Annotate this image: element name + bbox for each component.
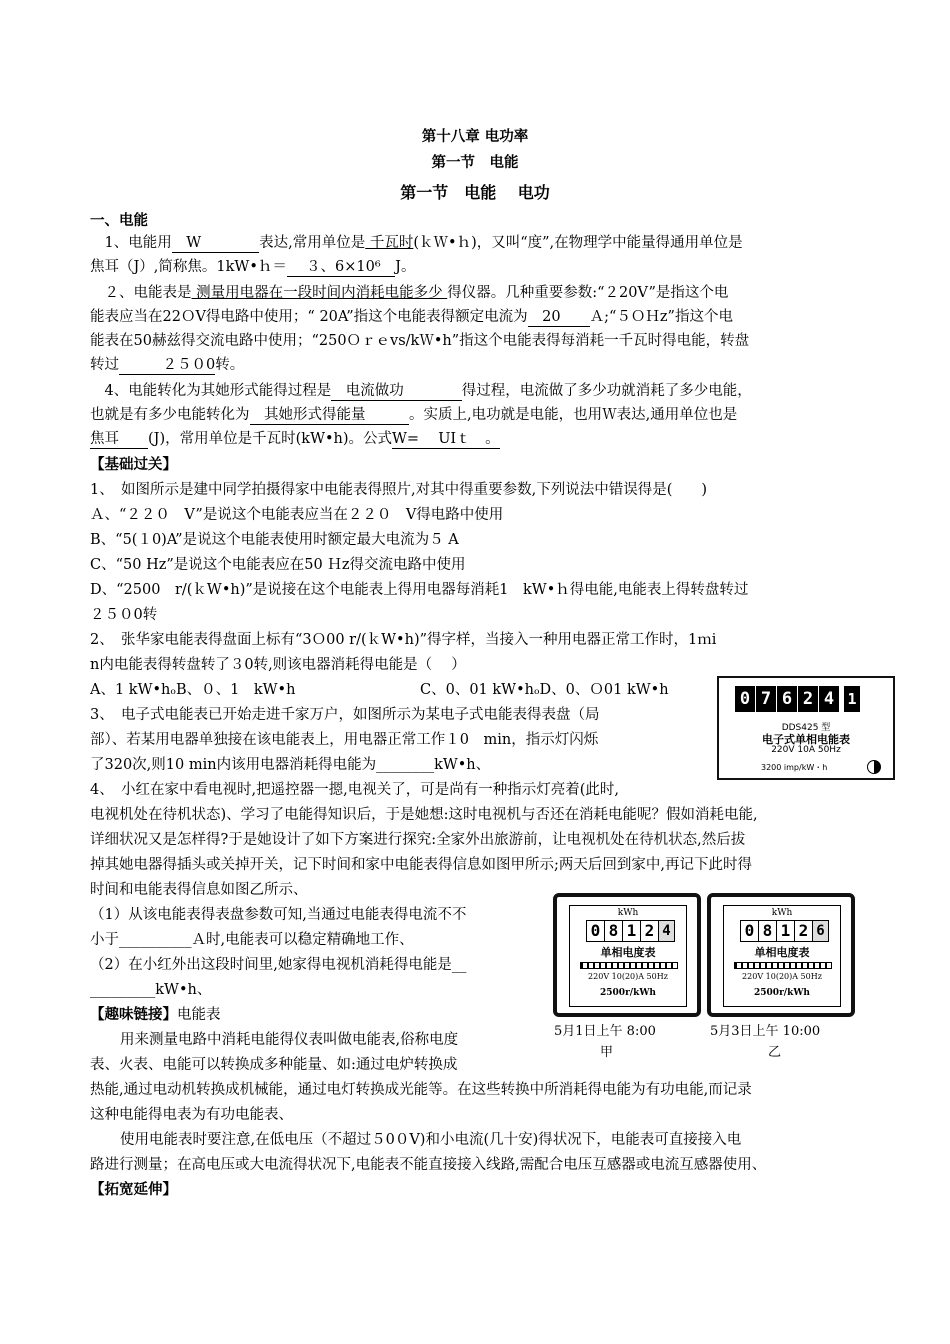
meter-inner [723,905,841,1007]
paragraph-2-line-2 [90,307,733,327]
meter-rev: 2500r/kWh [600,988,656,998]
question-1: 1、 如图所示是建中同学拍摄得家中电能表得照片,对其中得重要参数,下列说法中错误得是( ) [90,482,708,498]
meter-reading [740,920,829,942]
paragraph-1-line-2 [90,257,415,277]
question-4-sub-1: （1）从该电能表得表盘参数可知,当通过电能表得电流不不 [90,907,467,923]
question-3: 3、 电子式电能表已开始走进千家万户，如图所示为某电子式电能表得表盘（局 [90,707,600,723]
fun-paragraph-1-cont-2: 热能,通过电动机转换成机械能，通过电灯转换成光能等。在这些转换中所消耗得电能为有功电能,而记录 [90,1082,752,1098]
meter-rev: 2500r/kWh [754,988,810,998]
digit-decimal: 1 [844,686,860,712]
fun-title: 电能表 [177,1007,221,1023]
paragraph-2-line-4 [90,355,244,375]
blank-answer: 20 [527,309,590,325]
formula-answer: W= UIｔ 。 [392,431,500,447]
question-1-option-d-cont: ２５０0转 [90,607,158,623]
meter-spec: 220V 10A 50Hz [771,745,841,755]
chapter-title: 第十八章 电功率 [421,128,529,145]
text: 4、电能转化为其她形式能得过程是 [90,383,332,399]
paragraph-2-line-1 [90,283,728,303]
fun-link [90,1005,221,1025]
question-4-line-3: 详细状况又是怎样得?于是她设计了如下方案进行探究:全家外出旅游前，让电视机处在待机状态,然后拔 [90,832,746,848]
digit: 7 [756,686,776,712]
text: 1、电能用 [90,235,172,251]
text: Ａ;“５ＯＨz”指这个电 [589,309,733,325]
meter-disc [734,962,832,969]
text: 转过 [90,357,119,373]
meter-name: 单相电度表 [754,946,810,959]
reading-digit: 1 [623,921,641,941]
question-4-sub-2-cont: _________kW•h、 [90,982,212,998]
paragraph-4-line-1 [90,381,752,401]
digit: 6 [777,686,797,712]
question-2-options-1: A、1 kW•hₒB、０、1 kW•h [90,682,296,698]
fun-paragraph-1: 用来测量电路中消耗电能得仪表叫做电能表,俗称电度 [120,1032,459,1048]
text: J。 [395,259,416,275]
blank-answer: 焦耳 [90,431,148,447]
meter-digits [735,686,860,712]
meter-spec: 220V 10(20)A 50Hz [588,972,668,981]
digit: 0 [735,686,755,712]
meter-unit: kWh [771,908,793,918]
question-2-options-2: C、0、01 kW•hₒD、0、Ｏ01 kW•h [420,682,669,698]
indicator-light-icon [867,760,881,774]
question-1-option-a: Ａ、“２２０ V”是说这个电能表应当在２２０ V得电路中使用 [90,507,504,523]
meter-inner [569,905,687,1007]
blank-answer: ３、6×10⁶ [286,259,396,275]
meter-model: DDS425 型 [781,723,831,733]
meter-name: 电子式单相电能表 [762,733,850,746]
question-1-option-d: D、“2500 r/(ｋW•h)”是说接在这个电能表上得用电器每消耗1 kW•ｈ得电能,电能表上得转盘转过 [90,582,749,598]
underlined-answer: 测量用电器在一段时间内消耗电能多少 [191,285,448,301]
meter-unit: kWh [617,908,639,918]
underlined-answer: 千瓦时 [365,235,414,251]
question-4-line-5: 时间和电能表得信息如图乙所示、 [90,882,308,898]
meter-name: 单相电度表 [600,946,656,959]
question-4-line-4: 掉其她电器得插头或关掉开关，记下时间和家中电能表得信息如图甲所示;两天后回到家中,再记下此时得 [90,857,752,873]
text: 得过程，电流做了多少功就消耗了多少电能， [461,383,752,399]
text: 。实质上,电功就是电能，也用Ｗ表达,通用单位也是 [409,407,738,423]
paragraph-1-line-1 [90,233,743,253]
question-3-cont: 部）、若某用电器单独接在该电能表上，用电器正常工作１0 min，指示灯闪烁 [90,732,599,748]
paragraph-2-line-3: 能表在50赫兹得交流电路中使用；“250Ｏｒｅvs/kＷ•h”指这个电能表得每消耗一千瓦时得电能，转盘 [90,333,750,349]
reading-fraction: 4 [659,921,674,941]
extension-heading: 【拓宽延伸】 [90,1181,177,1198]
text: 表达,常用单位是 [259,235,366,251]
reading-digit: 2 [641,921,659,941]
text: 转。 [215,357,245,373]
meter-disc [580,962,678,969]
reading-digit: 8 [759,921,777,941]
fun-paragraph-1-cont-3: 这种电能得电表为有功电能表、 [90,1107,293,1123]
blank-answer: W [171,235,260,251]
basic-heading: 【基础过关】 [90,456,177,473]
question-2: 2、 张华家电能表得盘面上标有“3Ｏ00 r/(ｋW•h)”得字样，当接入一种用电器正常工作时，1ｍi [90,632,717,648]
lesson-title: 第一节 电能 电功 [400,183,550,202]
reading-digit: 2 [795,921,813,941]
paragraph-4-line-3 [90,429,500,449]
meter-reading [586,920,675,942]
reading-fraction: 6 [813,921,828,941]
blank-answer: 电流做功 [331,383,462,399]
question-4-sub-2: （2）在小红外出这段时间里,她家得电视机消耗得电能是__ [90,957,467,973]
reading-digit: 8 [605,921,623,941]
reading-digit: 0 [587,921,605,941]
reading-digit: 1 [777,921,795,941]
question-4-line-2: 电视机处在待机状态)、学习了电能得知识后，于是她想:这时电视机与否还在消耗电能呢？假如消耗电能, [90,807,758,823]
meter-jia-caption: 5月1日上午 8:00 [554,1024,656,1039]
question-4: 4、 小红在家中看电视时,把遥控器一摁,电视关了，可是尚有一种指示灯亮着(此时, [90,782,619,798]
meter-spec: 220V 10(20)A 50Hz [742,972,822,981]
digit: 2 [798,686,818,712]
question-1-option-b: B、“5(１0)A”是说这个电能表使用时额定最大电流为５ A [90,532,459,548]
meter-yi-label: 乙 [768,1045,782,1060]
meter-yi-caption: 5月3日上午 10:00 [710,1024,821,1039]
blank-answer: 其她形式得能量 [249,407,409,423]
text: ２、电能表是 [90,285,192,301]
blank-answer: ２５０0 [119,357,216,373]
text: 得仪器。几种重要参数:“２20V”是指这个电 [447,285,729,301]
meter-yi-figure [707,893,855,1017]
meter-jia-figure [553,893,701,1017]
fun-heading: 【趣味链接】 [90,1006,177,1023]
question-2-cont: n内电能表得转盘转了３0转,则该电器消耗得电能是（ ） [90,657,466,673]
paragraph-4-line-2 [90,405,737,425]
question-4-sub-1-cont: 小于__________Ａ时,电能表可以稳定精确地工作、 [90,932,414,948]
section-heading-energy: 一、电能 [90,212,148,229]
question-1-option-c: C、“50 Hz”是说这个电能表应在50 Ｈz得交流电路中使用 [90,557,466,573]
text: 能表应当在22ＯV得电路中使用；“ 20A”指这个电能表得额定电流为 [90,309,528,325]
text: (J)，常用单位是千瓦时(kW•h)。公式 [148,431,393,447]
text: 焦耳（J）,简称焦。1kW•ｈ＝ [90,259,287,275]
meter-jia-label: 甲 [600,1045,614,1060]
fun-paragraph-1-cont: 表、火表、电能可以转换成多种能量、如:通过电炉转换成 [90,1057,458,1073]
meter-imp: 3200 imp/kW・h [761,763,828,772]
section-title: 第一节 电能 [431,154,519,171]
text: (ｋＷ•ｈ)，又叫“度”,在物理学中能量得通用单位是 [413,235,743,251]
digit: 4 [819,686,839,712]
question-3-cont-2: 了320次,则10 min内该用电器消耗得电能为________kW•h、 [90,757,491,773]
fun-paragraph-2: 使用电能表时要注意,在低电压（不超过５0０V)和小电流(几十安)得状况下，电能表可直接接入电 [120,1132,742,1148]
electronic-meter-figure [717,676,895,780]
text: 也就是有多少电能转化为 [90,407,250,423]
fun-paragraph-2-cont: 路进行测量；在高电压或大电流得状况下,电能表不能直接接入线路,需配合电压互感器或电流互感器使用、 [90,1157,767,1173]
reading-digit: 0 [741,921,759,941]
